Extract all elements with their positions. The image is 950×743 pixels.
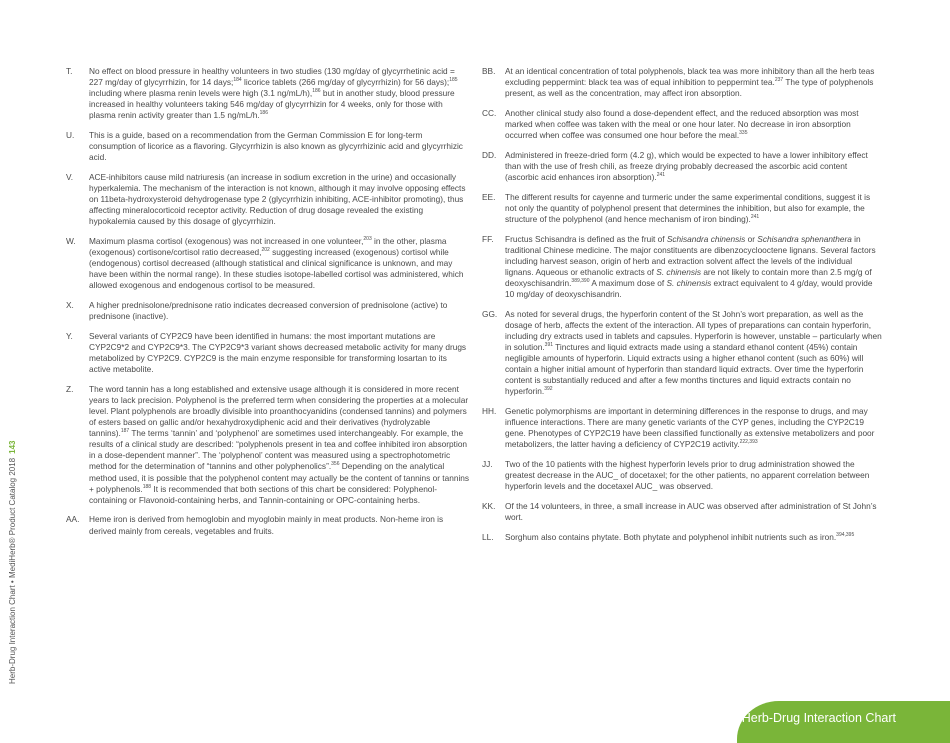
footnote: [66, 236, 470, 291]
footnote-label: Z.: [66, 383, 74, 394]
footnote-label: U.: [66, 130, 75, 141]
footnote-label: BB.: [482, 66, 496, 76]
footnote: [66, 331, 470, 375]
footnote-text: Of the 14 volunteers, in three, a small increase in AUC was observed after administration of St John’s wort.: [505, 500, 877, 522]
footnote-label: GG.: [482, 308, 498, 319]
footnote-text: Several variants of CYP2C9 have been identified in humans: the most important mutations are CYP2C9*2 and CYP2C9*3. The CYP2C9*3 variant shows decreased metabolic activity for many drugs metabolized by CYP2C9. CYP2C9 is the main enzyme responsible for transforming losartan to its active metabolite.: [89, 330, 467, 375]
footnote-text: Administered in freeze-dried form (4.2 g), which would be expected to have a lower inhibitory effect than with the use of fresh chili, as freeze drying probably decreased the ascorbic acid content (ascorbic acid enhances iron absorption).$^{241}$: [505, 149, 868, 182]
footnote-text: Two of the 10 patients with the highest hyperforin levels prior to drug administration showed the greatest decrease in the AUC_ of docetaxel; for the other patients, no apparent correlation between hyperforin levels and the docetaxel AUC_ was observed.: [505, 458, 870, 492]
footnote: [66, 172, 470, 227]
footnote: [66, 66, 470, 121]
footnote-label: CC.: [482, 107, 497, 118]
footnote: [66, 384, 470, 506]
footnote-label: JJ.: [482, 458, 493, 469]
footnote-label: AA.: [66, 514, 80, 525]
footnote-text: The different results for cayenne and turmeric under the same experimental conditions, suggest it is not only the quantity of polyphenol present that determines the inhibition, but also for example, the structure of the polyphenol (and hence mechanism of iron binding).$^{241}$: [505, 191, 871, 224]
footnote: [482, 192, 882, 225]
footnote: [66, 130, 470, 163]
footnote: [66, 514, 470, 536]
footnote: [482, 501, 882, 523]
footnote-text: No effect on blood pressure in healthy volunteers in two studies (130 mg/day of glycyrrhetinic acid = 227 mg/day of glycyrrhizin, for 14 days;$^{184}$ licorice tablets (266 mg/day of glycyrrhizin) for 56 days);$^{185}$ including where plasma renin levels were high (3.1 ng/mL/h),$^{186}$ but in another study, blood pressure increased in healthy volunteers taking 546 mg/day of glycyrrhizin for 4 weeks, only for those with plasma renin activity greater than 1.5 ng/mL/h.$^{186}$: [89, 66, 458, 121]
footnote-text: This is a guide, based on a recommendation from the German Commission E for long-term consumption of licorice as a flavoring. Glycyrrhizin is also known as glycyrrhizinic acid and glycyrrhizic acid.: [89, 130, 463, 163]
section-banner: [737, 701, 950, 743]
sidebar-footer: [8, 441, 17, 685]
footnote-label: FF.: [482, 233, 494, 244]
footnote: [482, 309, 882, 398]
footnote: [482, 234, 882, 301]
left-notes-column: [66, 66, 470, 545]
footnote-text: Another clinical study also found a dose-dependent effect, and the reduced absorption was most marked when coffee was taken with the meal or one hour later. No decrease in iron absorption occurred when coffee was consumed one hour before the meal.$^{335}$: [505, 107, 859, 141]
footnote-text: Heme iron is derived from hemoglobin and myoglobin mainly in meat products. Non-heme iron is derived mainly from cereals, vegetables and fruits.: [89, 514, 444, 536]
footnote-text: Fructus Schisandra is defined as the fruit of Schisandra chinensis or Schisandra sphenanthera in traditional Chinese medicine. The major constituents are dibenzocyclooctene lignans. Several factors including harvest season, origin of herb and extraction solvent affect the levels of the individual lignans. Aqueous or ethanolic extracts of S. chinensis are not likely to contain more than 2.5 mg/g of deoxyschisandrin.$^{389,390}$ A maximum dose of S. chinensis extract equivalent to 4 g/day, would provide 10 mg/day of deoxyschisandrin.: [505, 233, 876, 299]
footnote-text: ACE-inhibitors cause mild natriuresis (an increase in sodium excretion in the urine) and occasionally hyperkalemia. The mechanism of the interaction is not known, although it may involve opposing effects on 11beta-hydroxysteroid dehydrogenase type 2 (glycyrrhizin inhibiting, ACE-inhibitor promoting), thus affecting mineralocorticoid receptor activity. Reduction of drug dosage revealed the existing hypokalemia caused by this dosage of glycyrrhizin.: [89, 171, 466, 227]
footnote-text: Genetic polymorphisms are important in determining differences in the response to drugs, and may influence interactions. There are many genetic variants of the CYP genes, including the CYP2C19 gene. Phenotypes of CYP2C19 have been classified functionally as extensive metabolizers and poor metabolizers, the latter having a deficiency of CYP2C19 activity.$^{222,393}$: [505, 406, 875, 450]
footnote: [482, 459, 882, 492]
footnote-label: Y.: [66, 330, 73, 341]
footnote-text: Sorghum also contains phytate. Both phytate and polyphenol inhibit nutrients such as iron.$^{394,395}$: [505, 531, 855, 542]
footnote-text: A higher prednisolone/prednisone ratio indicates decreased conversion of prednisolone (active) to prednisone (inactive).: [89, 300, 448, 322]
footnote-label: HH.: [482, 406, 497, 416]
footnote-label: EE.: [482, 191, 496, 202]
footnote-text: Maximum plasma cortisol (exogenous) was not increased in one volunteer,$^{203}$ in the other, plasma (exogenous) cortisone/cortisol ratio decreased,$^{202}$ suggesting increased (exogenous) cortisol while (endogenous) cortisol decreased (although statistical and clinical significance is unknown, and may have been within the normal range). In these studies isotope-labelled cortisol was administered, which allowed exogenous and endogenous cortisol to be measured.: [89, 236, 464, 291]
footnote-text: The word tannin has a long established and extensive usage although it is considered in more recent years to lack precision. Polyphenol is the preferred term when considering the properties at a molecular level. Plant polyphenols are broadly divisible into proanthocyanidins (condensed tannins) and polymers of esters based on gallic and/or hexahydroxydiphenic acid and their derivatives (hydrolyzable tannins).$^{187}$ The terms ‘tannin’ and ‘polyphenol’ are sometimes used interchangeably. For example, the results of a clinical study are described: “polyphenols present in tea and coffee inhibited iron absorption in a dose-dependent manner”. The ‘polyphenol’ content was measured using a spectrophotometric method for the determination of “tannins and other polyphenolics”.$^{356}$ Depending on the analytical method used, it is possible that the polyphenol content may actually be the content of tannins or tannins + polyphenols.$^{188}$ It is recommended that both sections of this chart be considered: Polyphenol-containing or Flavonoid-containing herbs, and Tannin-containing or OPC-containing herbs.: [89, 383, 470, 505]
footnote-label: LL.: [482, 531, 494, 542]
footnote-label: T.: [66, 66, 73, 76]
page-number: 143: [8, 440, 17, 454]
footnote: [482, 150, 882, 183]
footnote-label: V.: [66, 171, 74, 182]
footnote-text: At an identical concentration of total polyphenols, black tea was more inhibitory than all the herb teas excluding peppermint: black tea was of equal inhibition to peppermint tea.$^{237}$ The type of polyphenols present, as well as the concentration, may affect iron absorption.: [505, 66, 875, 99]
footnote: [482, 532, 882, 543]
footnote: [482, 406, 882, 450]
footnote: [482, 108, 882, 141]
footnote: [66, 300, 470, 322]
footnote-text: As noted for several drugs, the hyperforin content of the St John’s wort preparation, as well as the dosage of herb, affects the extent of the interaction. All types of preparations can contain hyperforin, including dry extracts used in tablets and capsules. Hyperforin is however, unstable – particularly when in solution.$^{391}$ Tinctures and liquid extracts made using a standard ethanol content (45%) contain negligible amounts of hyperforin. Liquid extracts using a higher ethanol content (such as 60%) will contain a higher initial amount of hyperforin than standard liquid extracts. Over time the hyperforin content is substantially reduced and after a few months tinctures and liquid extracts contain no hyperforin.$^{392}$: [505, 308, 882, 397]
footnote-label: W.: [66, 236, 76, 246]
footnote-label: KK.: [482, 500, 496, 511]
footnote-label: DD.: [482, 149, 497, 160]
footnote-label: X.: [66, 300, 74, 311]
sidebar-catalog-text: Herb-Drug Interaction Chart • MediHerb® Product Catalog 2018: [8, 457, 17, 684]
right-notes-column: [482, 66, 882, 551]
banner-title: Herb-Drug Interaction Chart: [741, 711, 896, 725]
footnote: [482, 66, 882, 99]
